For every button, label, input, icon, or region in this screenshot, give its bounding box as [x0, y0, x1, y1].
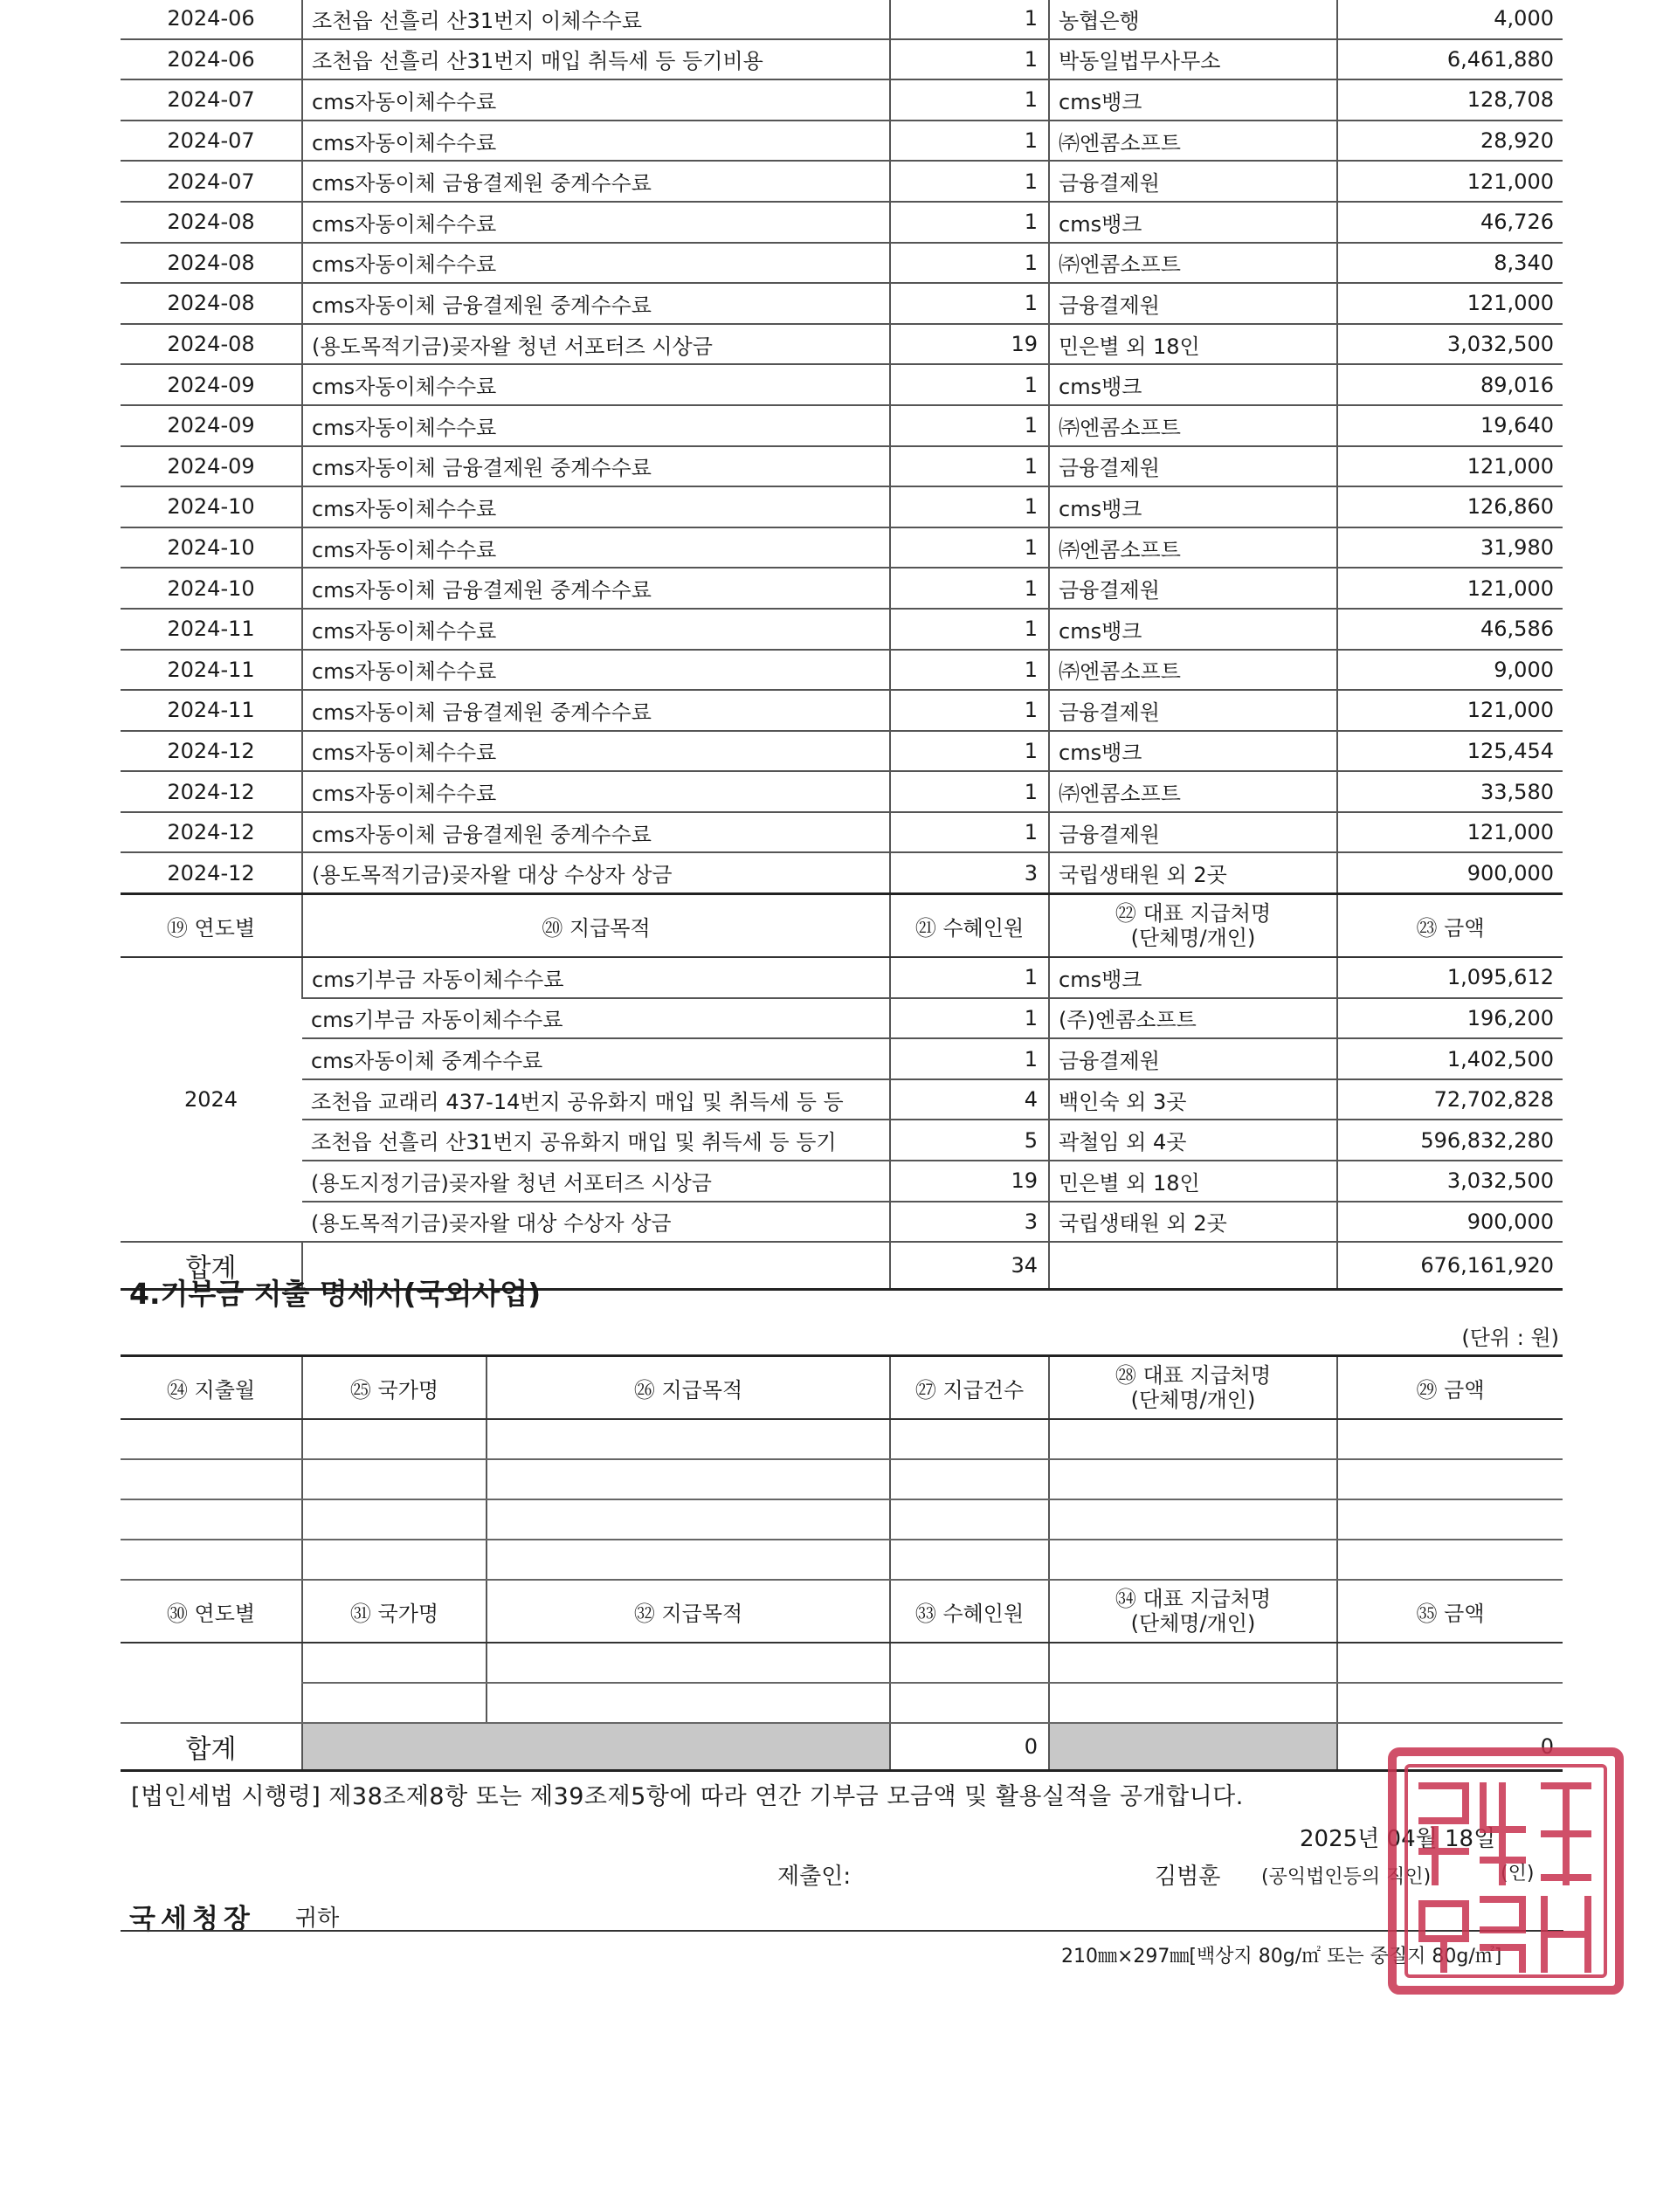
payee-cell: ㈜엔콤소프트	[1049, 243, 1337, 284]
count-cell: 1	[890, 771, 1049, 812]
month-cell: 2024-08	[121, 243, 302, 284]
table-row	[121, 731, 1563, 772]
amount-cell: 72,702,828	[1337, 1079, 1563, 1120]
header-payee	[1049, 1356, 1337, 1420]
payee-cell: 국립생태원 외 2곳	[1049, 852, 1337, 893]
purpose-cell: 조천읍 선흘리 산31번지 이체수수료	[302, 0, 890, 39]
payee-cell: cms뱅크	[1049, 79, 1337, 121]
amount-cell: 121,000	[1337, 283, 1563, 324]
purpose-cell: cms자동이체수수료	[302, 121, 890, 162]
header-purpose: ㉜ 지급목적	[487, 1580, 890, 1643]
section-title: 4.기부금 지출 명세서(국외사업)	[129, 1277, 542, 1311]
count-cell: 1	[890, 527, 1049, 569]
purpose-cell: cms자동이체 금융결제원 중계수수료	[302, 690, 890, 731]
header-amount: ㉓ 금액	[1337, 894, 1563, 958]
month-cell: 2024-07	[121, 161, 302, 202]
table-row	[121, 812, 1563, 853]
header-amount: ㉟ 금액	[1337, 1580, 1563, 1643]
foreign-empty-row	[121, 1683, 1563, 1723]
amount-cell: 46,586	[1337, 609, 1563, 650]
count-cell: 1	[890, 998, 1049, 1039]
month-cell: 2024-07	[121, 121, 302, 162]
foreign-header-row	[121, 1356, 1563, 1420]
table-row	[121, 39, 1563, 80]
payee-cell: cms뱅크	[1049, 609, 1337, 650]
header-payee-line2: (단체명/개인)	[1130, 1611, 1256, 1636]
month-cell: 2024-12	[121, 812, 302, 853]
payee-cell: ㈜엔콤소프트	[1049, 405, 1337, 446]
total-amount: 676,161,920	[1337, 1242, 1563, 1290]
count-cell: 1	[890, 79, 1049, 121]
month-cell: 2024-09	[121, 364, 302, 405]
purpose-cell: 조천읍 교래리 437-14번지 공유화지 매입 및 취득세 등 등	[302, 1079, 890, 1120]
table-row	[121, 568, 1563, 609]
count-cell: 1	[890, 568, 1049, 609]
count-cell: 1	[890, 1038, 1049, 1079]
foreign-empty-row	[121, 1499, 1563, 1540]
table-row	[121, 1202, 1563, 1243]
purpose-cell: cms자동이체수수료	[302, 486, 890, 527]
purpose-cell: cms자동이체수수료	[302, 650, 890, 691]
table-row	[121, 852, 1563, 893]
table-row	[121, 1079, 1563, 1120]
month-cell: 2024-09	[121, 405, 302, 446]
purpose-cell: cms자동이체수수료	[302, 731, 890, 772]
payee-cell: cms뱅크	[1049, 486, 1337, 527]
foreign-total-grey	[1049, 1723, 1337, 1771]
header-recipients: ㉝ 수혜인원	[890, 1580, 1049, 1643]
month-cell: 2024-10	[121, 486, 302, 527]
submitter-role: (공익법인등의 직인)	[1261, 1866, 1432, 1888]
header-year: ⑲ 연도별	[121, 894, 302, 958]
month-cell: 2024-07	[121, 79, 302, 121]
amount-cell: 121,000	[1337, 812, 1563, 853]
amount-cell: 89,016	[1337, 364, 1563, 405]
purpose-cell: cms기부금 자동이체수수료	[302, 998, 890, 1039]
amount-cell: 31,980	[1337, 527, 1563, 569]
table-row	[121, 1038, 1563, 1079]
payee-cell: 백인숙 외 3곳	[1049, 1079, 1337, 1120]
amount-cell: 46,726	[1337, 202, 1563, 243]
header-year: ㉚ 연도별	[121, 1580, 302, 1643]
month-cell: 2024-08	[121, 202, 302, 243]
count-cell: 1	[890, 609, 1049, 650]
amount-cell: 121,000	[1337, 690, 1563, 731]
total-count: 34	[890, 1242, 1049, 1290]
purpose-cell: cms자동이체수수료	[302, 609, 890, 650]
purpose-cell: (용도목적기금)곶자왈 대상 수상자 상금	[302, 1202, 890, 1243]
table-row	[121, 650, 1563, 691]
month-cell: 2024-11	[121, 609, 302, 650]
payee-cell: 금융결제원	[1049, 161, 1337, 202]
header-purpose: ⑳ 지급목적	[302, 894, 890, 958]
disclosure-notice: [법인세법 시행령] 제38조제8항 또는 제39조제5항에 따라 연간 기부금 모금액 및 활용실적을 공개합니다.	[131, 1783, 1244, 1810]
table-row	[121, 957, 1563, 998]
table-row	[121, 121, 1563, 162]
summary-header-row	[121, 894, 1563, 958]
count-cell: 1	[890, 812, 1049, 853]
payee-cell: 민은별 외 18인	[1049, 1161, 1337, 1202]
count-cell: 1	[890, 283, 1049, 324]
payee-cell: cms뱅크	[1049, 731, 1337, 772]
official-seal-icon	[1387, 1747, 1625, 1995]
amount-cell: 3,032,500	[1337, 1161, 1563, 1202]
month-cell: 2024-06	[121, 0, 302, 39]
recipient: 국세청장	[129, 1904, 255, 1935]
count-cell: 1	[890, 161, 1049, 202]
foreign-empty-row	[121, 1419, 1563, 1459]
payee-cell: 박동일법무사무소	[1049, 39, 1337, 80]
month-cell: 2024-08	[121, 324, 302, 365]
amount-cell: 121,000	[1337, 161, 1563, 202]
payee-cell: cms뱅크	[1049, 957, 1337, 998]
count-cell: 1	[890, 0, 1049, 39]
count-cell: 4	[890, 1079, 1049, 1120]
total-payee-empty	[1049, 1242, 1337, 1290]
submitter-label: 제출인:	[777, 1864, 852, 1890]
count-cell: 3	[890, 1202, 1049, 1243]
purpose-cell: cms자동이체 중계수수료	[302, 1038, 890, 1079]
foreign-total-grey	[302, 1723, 890, 1771]
header-amount: ㉙ 금액	[1337, 1356, 1563, 1420]
purpose-cell: cms자동이체수수료	[302, 79, 890, 121]
table-row	[121, 324, 1563, 365]
table-row	[121, 243, 1563, 284]
spending-rows	[121, 0, 1563, 894]
seal-mark: (인)	[1501, 1863, 1535, 1885]
month-cell: 2024-09	[121, 446, 302, 487]
month-cell: 2024-10	[121, 568, 302, 609]
header-payee	[1049, 894, 1337, 958]
total-label: 합계	[121, 1242, 302, 1290]
header-payee-line2: (단체명/개인)	[1130, 926, 1256, 951]
payee-cell: 금융결제원	[1049, 690, 1337, 731]
table-row	[121, 161, 1563, 202]
table-row	[121, 0, 1563, 39]
amount-cell: 19,640	[1337, 405, 1563, 446]
header-payee-line1: ㉒ 대표 지급처명	[1115, 901, 1272, 927]
table-row	[121, 405, 1563, 446]
header-payee	[1049, 1580, 1337, 1643]
purpose-cell: 조천읍 선흘리 산31번지 매입 취득세 등 등기비용	[302, 39, 890, 80]
count-cell: 1	[890, 202, 1049, 243]
month-cell: 2024-06	[121, 39, 302, 80]
count-cell: 1	[890, 405, 1049, 446]
amount-cell: 121,000	[1337, 446, 1563, 487]
amount-cell: 8,340	[1337, 243, 1563, 284]
table-row	[121, 79, 1563, 121]
header-purpose: ㉖ 지급목적	[487, 1356, 890, 1420]
table-row	[121, 446, 1563, 487]
purpose-cell: (용도지정기금)곶자왈 청년 서포터즈 시상금	[302, 1161, 890, 1202]
purpose-cell: 조천읍 선흘리 산31번지 공유화지 매입 및 취득세 등 등기	[302, 1120, 890, 1161]
month-cell: 2024-11	[121, 690, 302, 731]
payee-cell: ㈜엔콤소프트	[1049, 121, 1337, 162]
purpose-cell: cms자동이체수수료	[302, 202, 890, 243]
payee-cell: 금융결제원	[1049, 1038, 1337, 1079]
foreign-spending-table	[121, 1354, 1563, 1772]
summary-rows	[121, 957, 1563, 1242]
count-cell: 1	[890, 446, 1049, 487]
foreign-summary-header-row	[121, 1580, 1563, 1643]
table-row	[121, 527, 1563, 569]
amount-cell: 3,032,500	[1337, 324, 1563, 365]
amount-cell: 900,000	[1337, 852, 1563, 893]
count-cell: 3	[890, 852, 1049, 893]
payee-cell: 금융결제원	[1049, 283, 1337, 324]
header-payee-line1: ㉞ 대표 지급처명	[1115, 1587, 1272, 1611]
table-row	[121, 1161, 1563, 1202]
payee-cell: 금융결제원	[1049, 812, 1337, 853]
payee-cell: cms뱅크	[1049, 364, 1337, 405]
count-cell: 19	[890, 324, 1049, 365]
payee-cell: ㈜엔콤소프트	[1049, 771, 1337, 812]
purpose-cell: cms자동이체 금융결제원 중계수수료	[302, 812, 890, 853]
header-payee-line1: ㉘ 대표 지급처명	[1115, 1363, 1272, 1388]
amount-cell: 596,832,280	[1337, 1120, 1563, 1161]
header-payee-line2: (단체명/개인)	[1130, 1388, 1256, 1412]
count-cell: 1	[890, 121, 1049, 162]
header-country: ㉕ 국가명	[302, 1356, 487, 1420]
table-row	[121, 364, 1563, 405]
paper-spec: 210㎜×297㎜[백상지 80g/㎡ 또는 중질지 80g/㎡]	[1061, 1946, 1502, 1967]
count-cell: 1	[890, 690, 1049, 731]
footer-divider	[121, 1930, 1563, 1932]
purpose-cell: (용도목적기금)곶자왈 청년 서포터즈 시상금	[302, 324, 890, 365]
count-cell: 19	[890, 1161, 1049, 1202]
amount-cell: 196,200	[1337, 998, 1563, 1039]
purpose-cell: cms자동이체 금융결제원 중계수수료	[302, 283, 890, 324]
payee-cell: 민은별 외 18인	[1049, 324, 1337, 365]
table-row	[121, 998, 1563, 1039]
foreign-empty-row	[121, 1459, 1563, 1499]
foreign-empty-row	[121, 1643, 1563, 1683]
count-cell: 1	[890, 650, 1049, 691]
amount-cell: 900,000	[1337, 1202, 1563, 1243]
foreign-empty-row	[121, 1540, 1563, 1580]
amount-cell: 28,920	[1337, 121, 1563, 162]
payee-cell: 국립생태원 외 2곳	[1049, 1202, 1337, 1243]
amount-cell: 125,454	[1337, 731, 1563, 772]
purpose-cell: cms자동이체수수료	[302, 405, 890, 446]
amount-cell: 1,095,612	[1337, 957, 1563, 998]
payee-cell: cms뱅크	[1049, 202, 1337, 243]
amount-cell: 4,000	[1337, 0, 1563, 39]
amount-cell: 121,000	[1337, 568, 1563, 609]
count-cell: 1	[890, 364, 1049, 405]
payee-cell: ㈜엔콤소프트	[1049, 527, 1337, 569]
payee-cell: (주)엔콤소프트	[1049, 998, 1337, 1039]
payee-cell: 금융결제원	[1049, 568, 1337, 609]
purpose-cell: cms자동이체 금융결제원 중계수수료	[302, 568, 890, 609]
purpose-cell: (용도목적기금)곶자왈 대상 수상자 상금	[302, 852, 890, 893]
table-row	[121, 1120, 1563, 1161]
table-row	[121, 202, 1563, 243]
month-cell: 2024-08	[121, 283, 302, 324]
amount-cell: 6,461,880	[1337, 39, 1563, 80]
header-country: ㉛ 국가명	[302, 1580, 487, 1643]
foreign-total-row	[121, 1723, 1563, 1771]
recipient-suffix: 귀하	[295, 1905, 340, 1932]
payee-cell: 곽철임 외 4곳	[1049, 1120, 1337, 1161]
table-row	[121, 690, 1563, 731]
header-month: ㉔ 지출월	[121, 1356, 302, 1420]
table-row	[121, 771, 1563, 812]
purpose-cell: cms자동이체수수료	[302, 527, 890, 569]
payee-cell: ㈜엔콤소프트	[1049, 650, 1337, 691]
submitter-name: 김범훈	[1155, 1864, 1221, 1890]
table-row	[121, 283, 1563, 324]
count-cell: 1	[890, 731, 1049, 772]
count-cell: 1	[890, 486, 1049, 527]
header-count: ㉗ 지급건수	[890, 1356, 1049, 1420]
purpose-cell: cms자동이체수수료	[302, 364, 890, 405]
table-row	[121, 486, 1563, 527]
amount-cell: 126,860	[1337, 486, 1563, 527]
month-cell: 2024-12	[121, 731, 302, 772]
payee-cell: 농협은행	[1049, 0, 1337, 39]
submission-date: 2025년 04월 18일	[1300, 1826, 1496, 1852]
header-recipients: ㉑ 수혜인원	[890, 894, 1049, 958]
summary-section	[121, 894, 1563, 958]
foreign-total-label: 합계	[121, 1723, 302, 1771]
domestic-spending-table	[121, 0, 1563, 1291]
count-cell: 1	[890, 243, 1049, 284]
foreign-total-count: 0	[890, 1723, 1049, 1771]
count-cell: 5	[890, 1120, 1049, 1161]
purpose-cell: cms기부금 자동이체수수료	[302, 957, 890, 998]
count-cell: 1	[890, 957, 1049, 998]
purpose-cell: cms자동이체수수료	[302, 243, 890, 284]
month-cell: 2024-12	[121, 771, 302, 812]
purpose-cell: cms자동이체 금융결제원 중계수수료	[302, 446, 890, 487]
amount-cell: 33,580	[1337, 771, 1563, 812]
purpose-cell: cms자동이체 금융결제원 중계수수료	[302, 161, 890, 202]
amount-cell: 1,402,500	[1337, 1038, 1563, 1079]
month-cell: 2024-12	[121, 852, 302, 893]
month-cell: 2024-10	[121, 527, 302, 569]
table-row	[121, 609, 1563, 650]
summary-year: 2024	[121, 957, 302, 1242]
unit-label: (단위 : 원)	[1461, 1326, 1559, 1350]
month-cell: 2024-11	[121, 650, 302, 691]
amount-cell: 128,708	[1337, 79, 1563, 121]
payee-cell: 금융결제원	[1049, 446, 1337, 487]
count-cell: 1	[890, 39, 1049, 80]
amount-cell: 9,000	[1337, 650, 1563, 691]
foreign-total-amount: 0	[1337, 1723, 1563, 1771]
purpose-cell: cms자동이체수수료	[302, 771, 890, 812]
